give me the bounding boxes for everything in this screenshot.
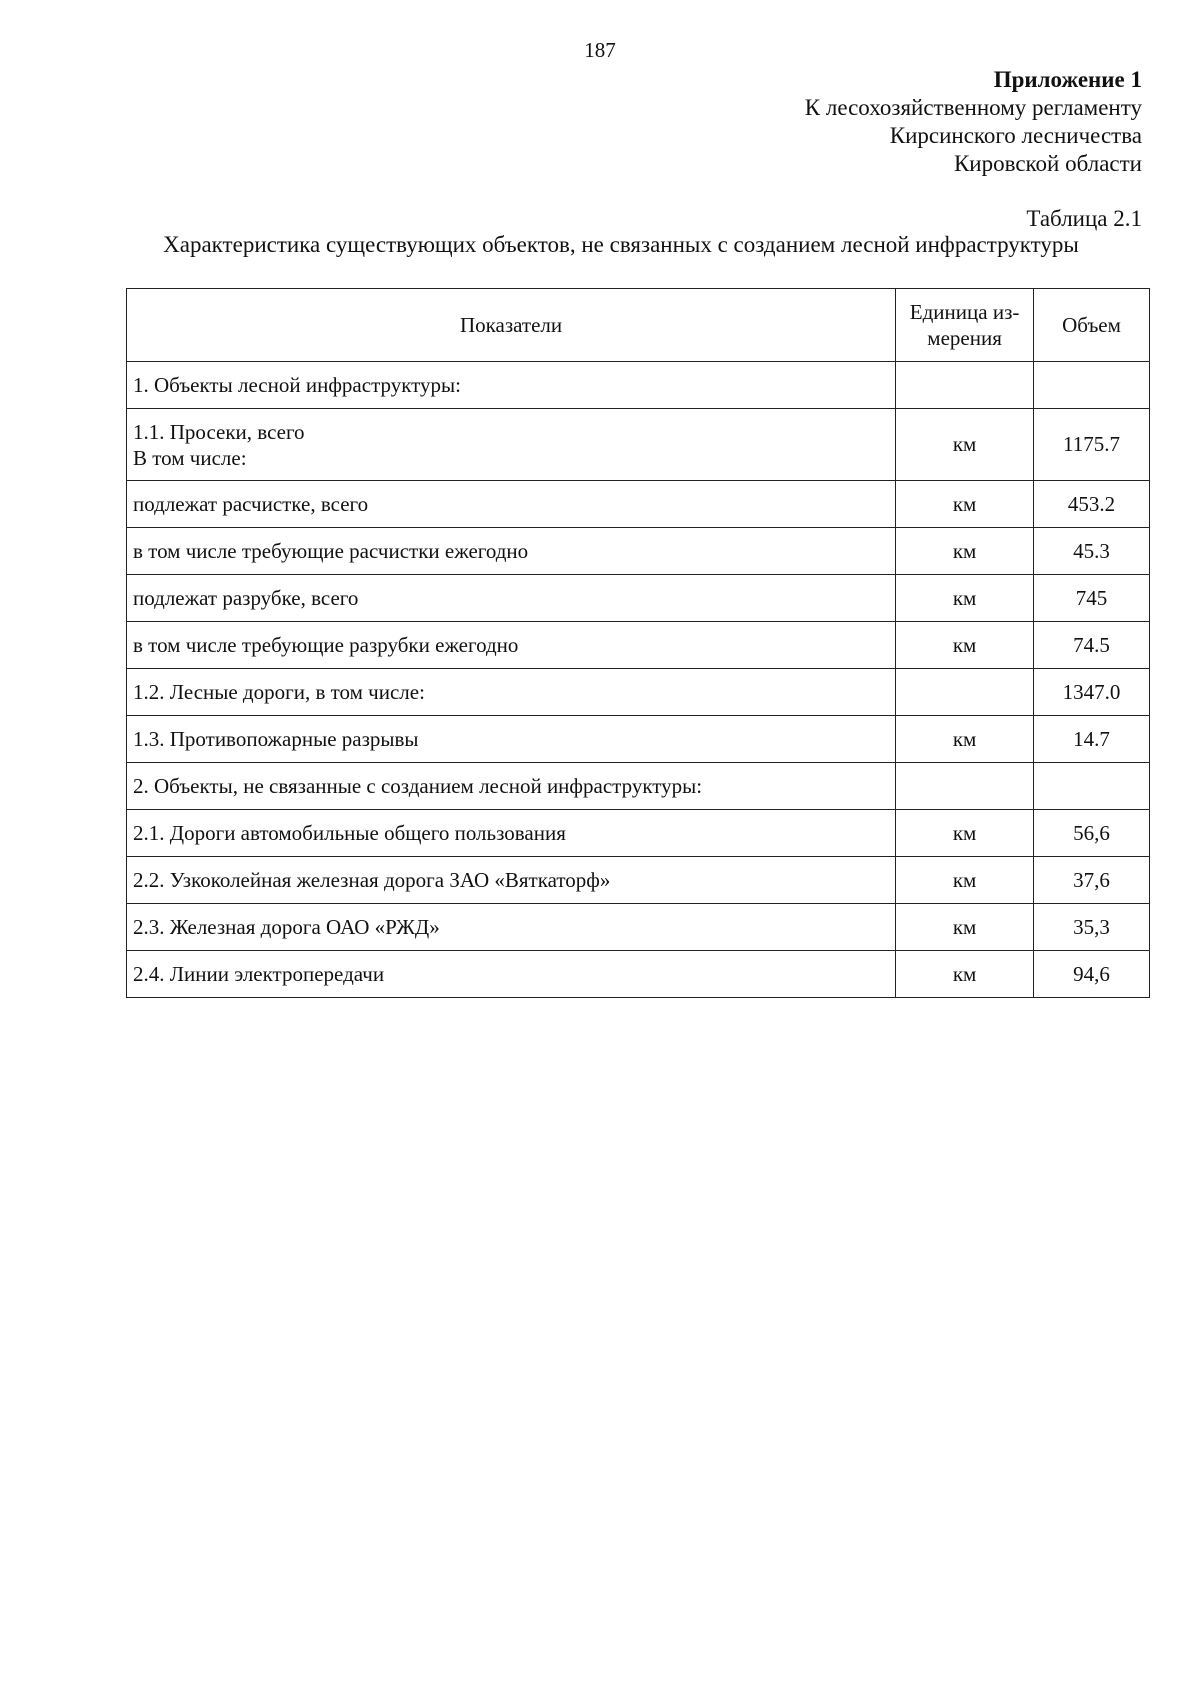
row-unit: км	[896, 951, 1034, 998]
table-header-row	[127, 289, 1150, 362]
row-name: 2.3. Железная дорога ОАО «РЖД»	[127, 904, 896, 951]
table-row	[127, 528, 1150, 575]
row-volume: 74.5	[1034, 622, 1150, 669]
row-name: 1.2. Лесные дороги, в том числе:	[127, 669, 896, 716]
table-row	[127, 622, 1150, 669]
row-volume: 453.2	[1034, 481, 1150, 528]
header-unit-line: мерения	[927, 326, 1002, 350]
row-volume: 1175.7	[1034, 409, 1150, 481]
row-name: 1.3. Противопожарные разрывы	[127, 716, 896, 763]
table-title: Характеристика существующих объектов, не связанных с созданием лесной инфраструктуры	[163, 232, 1079, 257]
appendix-title: Приложение 1	[993, 67, 1142, 92]
table-row	[127, 716, 1150, 763]
row-unit: км	[896, 409, 1034, 481]
row-unit: км	[896, 810, 1034, 857]
row-unit: км	[896, 528, 1034, 575]
row-volume: 94,6	[1034, 951, 1150, 998]
row-volume: 35,3	[1034, 904, 1150, 951]
row-volume	[1034, 763, 1150, 810]
row-volume: 1347.0	[1034, 669, 1150, 716]
row-name: 2.4. Линии электропередачи	[127, 951, 896, 998]
header-unit	[896, 289, 1034, 362]
row-volume: 37,6	[1034, 857, 1150, 904]
appendix-line: К лесохозяйственному регламенту	[804, 95, 1142, 120]
row-name	[127, 409, 896, 481]
table-row	[127, 362, 1150, 409]
table-number: Таблица 2.1	[1026, 206, 1142, 231]
header-volume: Объем	[1034, 289, 1150, 362]
page-number: 187	[584, 38, 616, 62]
row-name: 2.2. Узкоколейная железная дорога ЗАО «Вяткаторф»	[127, 857, 896, 904]
indicators-table	[126, 288, 1150, 998]
header-unit-line: Единица из-	[909, 300, 1020, 324]
row-unit	[896, 763, 1034, 810]
table-row	[127, 763, 1150, 810]
row-volume: 56,6	[1034, 810, 1150, 857]
row-unit: км	[896, 575, 1034, 622]
row-unit: км	[896, 716, 1034, 763]
row-unit	[896, 669, 1034, 716]
row-name: 2. Объекты, не связанные с созданием лесной инфраструктуры:	[127, 763, 896, 810]
row-name: в том числе требующие расчистки ежегодно	[127, 528, 896, 575]
row-volume: 45.3	[1034, 528, 1150, 575]
row-volume: 14.7	[1034, 716, 1150, 763]
header-indicators: Показатели	[127, 289, 896, 362]
table-row	[127, 481, 1150, 528]
appendix-line: Кирсинского лесничества	[889, 123, 1142, 148]
row-name: 1. Объекты лесной инфраструктуры:	[127, 362, 896, 409]
row-name-line: В том числе:	[133, 445, 247, 470]
table-row	[127, 951, 1150, 998]
table-row	[127, 810, 1150, 857]
row-name: 2.1. Дороги автомобильные общего пользования	[127, 810, 896, 857]
table-row	[127, 904, 1150, 951]
row-unit: км	[896, 622, 1034, 669]
row-name: подлежат разрубке, всего	[127, 575, 896, 622]
appendix-line: Кировской области	[953, 151, 1142, 176]
table-row	[127, 575, 1150, 622]
row-name: в том числе требующие разрубки ежегодно	[127, 622, 896, 669]
row-name: подлежат расчистке, всего	[127, 481, 896, 528]
appendix-header	[805, 66, 1142, 178]
row-unit: км	[896, 904, 1034, 951]
table-row	[127, 669, 1150, 716]
table-row	[127, 409, 1150, 481]
row-unit: км	[896, 857, 1034, 904]
row-volume	[1034, 362, 1150, 409]
row-volume: 745	[1034, 575, 1150, 622]
row-unit	[896, 362, 1034, 409]
row-name-line: 1.1. Просеки, всего	[133, 419, 305, 444]
table-row	[127, 857, 1150, 904]
row-unit: км	[896, 481, 1034, 528]
